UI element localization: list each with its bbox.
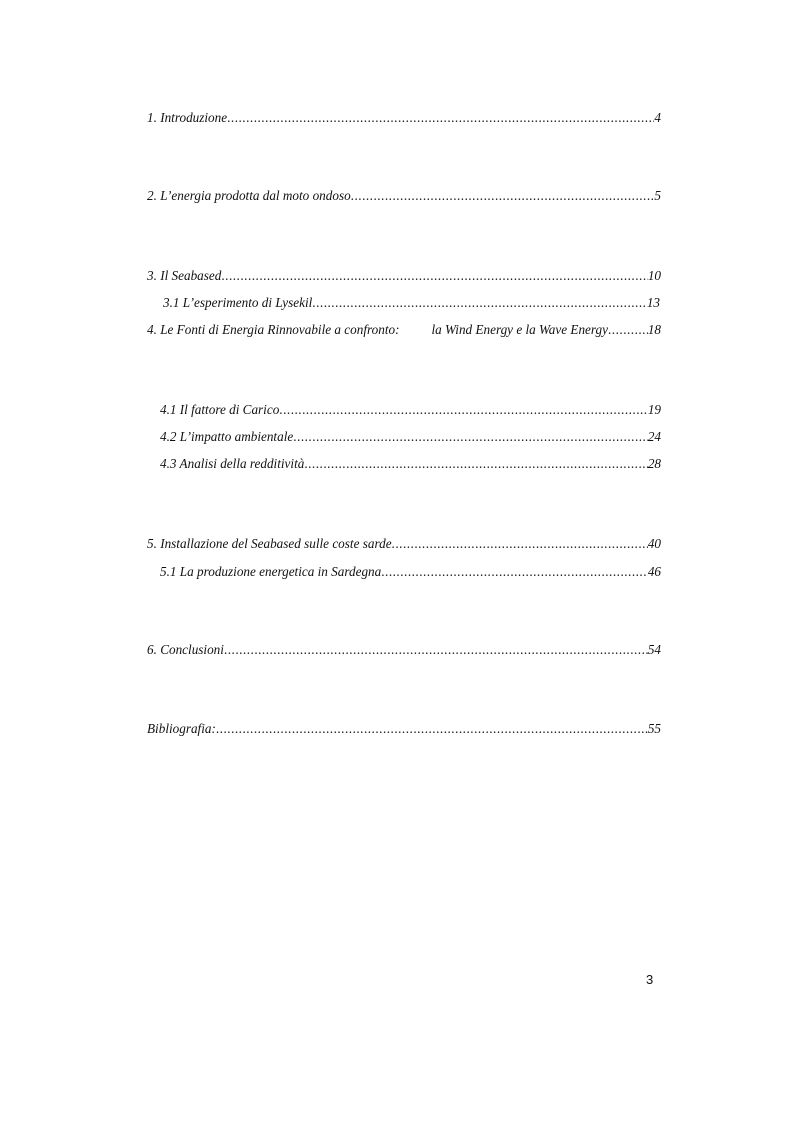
toc-leader — [293, 428, 648, 446]
toc-entry-installazione-seabased[interactable] — [147, 535, 661, 553]
toc-entry-esperimento-lysekil[interactable] — [163, 294, 660, 312]
toc-entry-seabased[interactable] — [147, 267, 661, 285]
toc-leader — [312, 294, 647, 312]
toc-title: 4.3 Analisi della redditività — [160, 456, 305, 471]
toc-leader — [392, 535, 648, 553]
toc-entry-introduzione[interactable] — [147, 109, 661, 127]
toc-title: 6. Conclusioni — [147, 642, 224, 657]
toc-title: 1. Introduzione — [147, 110, 228, 125]
toc-page-number: 4 — [654, 110, 661, 125]
toc-page-number: 19 — [647, 402, 661, 417]
toc-title — [147, 321, 608, 339]
toc-title: 5. Installazione del Seabased sulle coste sarde — [147, 536, 392, 551]
toc-title: 5.1 La produzione energetica in Sardegna — [160, 564, 382, 579]
toc-entry-fonti-confronto[interactable] — [147, 321, 661, 339]
page-number: 3 — [646, 972, 654, 987]
toc-entry-fattore-carico[interactable] — [160, 401, 661, 419]
toc-title-part-1: 4. Le Fonti di Energia Rinnovabile a confronto: — [147, 322, 400, 337]
toc-leader — [224, 641, 648, 659]
toc-leader — [381, 563, 648, 581]
toc-page-number: 40 — [647, 536, 661, 551]
toc-page-number: 18 — [647, 322, 661, 337]
toc-leader — [216, 720, 648, 738]
toc-page-number: 55 — [647, 721, 661, 736]
toc-leader — [227, 109, 654, 127]
toc-title: Bibliografia: — [147, 721, 216, 736]
toc-leader — [221, 267, 647, 285]
toc-page-number: 24 — [647, 429, 661, 444]
toc-entry-energia-moto-ondoso[interactable] — [147, 187, 661, 205]
toc-page-number: 13 — [646, 295, 660, 310]
toc-entry-impatto-ambientale[interactable] — [160, 428, 661, 446]
toc-page-number: 10 — [647, 268, 661, 283]
toc-title: 4.1 Il fattore di Carico — [160, 402, 280, 417]
toc-page-number: 54 — [647, 642, 661, 657]
toc-title: 2. L’energia prodotta dal moto ondoso — [147, 188, 351, 203]
toc-entry-analisi-redditivita[interactable] — [160, 455, 661, 473]
toc-leader — [304, 455, 647, 473]
toc-leader — [279, 401, 648, 419]
toc-page-number: 46 — [647, 564, 661, 579]
toc-entry-conclusioni[interactable] — [147, 641, 661, 659]
toc-title: 4.2 L’impatto ambientale — [160, 429, 294, 444]
toc-entry-produzione-sardegna[interactable] — [160, 563, 661, 581]
toc-page-number: 5 — [654, 188, 661, 203]
toc-leader — [351, 187, 655, 205]
toc-title: 3.1 L’esperimento di Lysekil — [163, 295, 313, 310]
toc-entry-bibliografia[interactable] — [147, 720, 661, 738]
toc-leader — [608, 321, 648, 339]
toc-title: 3. Il Seabased — [147, 268, 222, 283]
toc-title-part-2: la Wind Energy e la Wave Energy — [431, 322, 608, 337]
toc-page-number: 28 — [647, 456, 661, 471]
